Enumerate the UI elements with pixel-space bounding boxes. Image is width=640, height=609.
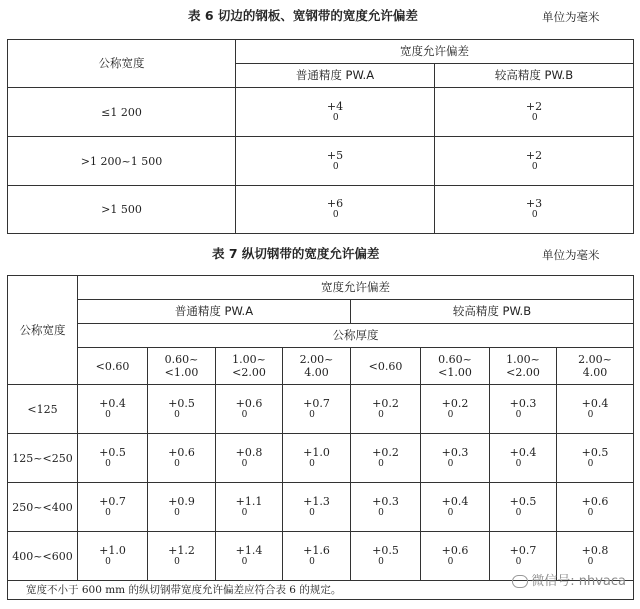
lower-deviation: 0 (531, 161, 538, 172)
lower-deviation: 0 (309, 458, 315, 469)
lower-deviation: 0 (309, 507, 315, 518)
table7-header-thickness: 公称厚度 (78, 324, 634, 348)
table6-header-pwb: 较高精度 PW.B (435, 64, 634, 88)
tolerance-cell (557, 385, 634, 434)
tolerance-cell (78, 532, 148, 581)
upper-deviation: +1.6 (303, 543, 330, 557)
tolerance-cell (283, 532, 351, 581)
table-row (8, 385, 634, 434)
table6-pwa-cell (236, 186, 435, 234)
upper-deviation: +0.8 (581, 543, 609, 557)
lower-deviation: 0 (587, 409, 594, 420)
upper-deviation: +0.5 (372, 543, 399, 557)
wechat-icon (512, 575, 528, 588)
table7-width-cell: <125 (8, 385, 78, 434)
lower-deviation: 0 (241, 507, 248, 518)
table7-header-tolerance: 宽度允许偏差 (78, 276, 634, 300)
tolerance-cell (557, 483, 634, 532)
lower-deviation: 0 (531, 210, 538, 220)
upper-deviation: +1.0 (303, 445, 330, 459)
upper-deviation: +0.3 (441, 445, 469, 459)
table7-width-cell: 250~<400 (8, 483, 78, 532)
thickness-range-line1: 0.60~ (438, 353, 472, 366)
upper-deviation: +4 (326, 99, 344, 113)
thickness-header-cell (557, 348, 634, 385)
lower-deviation: 0 (332, 210, 339, 220)
table6-pwb-cell (435, 137, 634, 186)
upper-deviation: +0.2 (372, 396, 399, 410)
upper-deviation: +0.7 (509, 543, 537, 557)
tolerance-cell (148, 385, 216, 434)
thickness-range-line1: 2.00~ (299, 353, 334, 366)
lower-deviation: 0 (174, 458, 180, 469)
lower-deviation: 0 (378, 556, 384, 567)
lower-deviation: 0 (105, 556, 111, 567)
upper-deviation: +0.6 (168, 445, 195, 459)
tolerance-cell (283, 483, 351, 532)
thickness-range-line2: <2.00 (232, 366, 266, 379)
table-row (8, 434, 634, 483)
thickness-range-line2: <1.00 (164, 366, 199, 379)
lower-deviation: 0 (378, 458, 384, 469)
table-row (8, 137, 634, 186)
lower-deviation: 0 (105, 458, 111, 469)
table6 (7, 39, 634, 234)
upper-deviation: +1.1 (235, 494, 263, 508)
upper-deviation: +0.5 (99, 445, 126, 459)
tolerance-cell (490, 483, 557, 532)
lower-deviation: 0 (515, 458, 522, 469)
upper-deviation: +5 (326, 148, 344, 162)
lower-deviation: 0 (105, 409, 111, 420)
tolerance-cell (351, 532, 421, 581)
upper-deviation: +0.8 (235, 445, 263, 459)
lower-deviation: 0 (378, 409, 384, 420)
tolerance-cell (421, 434, 490, 483)
table7 (7, 275, 634, 600)
upper-deviation: +0.9 (168, 494, 195, 508)
lower-deviation: 0 (447, 507, 454, 518)
thickness-header-cell (283, 348, 351, 385)
upper-deviation: +0.6 (581, 494, 609, 508)
tolerance-cell (490, 385, 557, 434)
table-row (8, 483, 634, 532)
watermark-text: 微信号: nhvaca (531, 574, 626, 589)
table7-width-cell: 125~<250 (8, 434, 78, 483)
upper-deviation: +0.6 (441, 543, 469, 557)
upper-deviation: +0.4 (581, 396, 609, 410)
table7-header-pwa: 普通精度 PW.A (78, 300, 351, 324)
table6-unit: 单位为毫米 (542, 10, 600, 24)
upper-deviation: +2 (525, 148, 543, 162)
table7-header-pwb: 较高精度 PW.B (351, 300, 634, 324)
lower-deviation: 0 (309, 409, 315, 420)
tolerance-cell (351, 483, 421, 532)
upper-deviation: +1.2 (168, 543, 195, 557)
tolerance-cell (421, 385, 490, 434)
lower-deviation: 0 (105, 507, 111, 518)
tolerance-cell (490, 434, 557, 483)
table6-width-cell: >1 500 (8, 186, 236, 234)
tolerance-cell (78, 434, 148, 483)
lower-deviation: 0 (515, 409, 522, 420)
tolerance-cell (78, 483, 148, 532)
upper-deviation: +2 (525, 99, 543, 113)
table6-header-pwa: 普通精度 PW.A (236, 64, 435, 88)
lower-deviation: 0 (587, 556, 594, 567)
tolerance-cell (283, 434, 351, 483)
lower-deviation: 0 (447, 556, 454, 567)
lower-deviation: 0 (332, 161, 339, 172)
thickness-range-line2: 4.00 (582, 366, 608, 379)
upper-deviation: +0.3 (372, 494, 399, 508)
lower-deviation: 0 (531, 112, 538, 123)
table6-header-nominal-width: 公称宽度 (8, 40, 236, 88)
upper-deviation: +0.5 (509, 494, 537, 508)
table6-width-cell: >1 200~1 500 (8, 137, 236, 186)
upper-deviation: +1.3 (303, 494, 330, 508)
thickness-header-cell (351, 348, 421, 385)
thickness-header-cell (78, 348, 148, 385)
upper-deviation: +3 (525, 197, 543, 210)
lower-deviation: 0 (174, 409, 180, 420)
table6-width-cell: ≤1 200 (8, 88, 236, 137)
upper-deviation: +0.5 (168, 396, 195, 410)
lower-deviation: 0 (515, 556, 522, 567)
thickness-range-line1: 1.00~ (232, 353, 266, 366)
tolerance-cell (283, 385, 351, 434)
lower-deviation: 0 (241, 458, 248, 469)
thickness-header-cell (421, 348, 490, 385)
thickness-range-line1: 0.60~ (164, 353, 199, 366)
tolerance-cell (148, 532, 216, 581)
upper-deviation: +0.2 (372, 445, 399, 459)
thickness-range-line1: 2.00~ (578, 353, 612, 366)
upper-deviation: +0.2 (441, 396, 469, 410)
thickness-range-line1: <0.60 (95, 359, 130, 373)
lower-deviation: 0 (515, 507, 522, 518)
tolerance-cell (216, 483, 283, 532)
thickness-header-cell (216, 348, 283, 385)
tolerance-cell (148, 483, 216, 532)
upper-deviation: +0.7 (303, 396, 330, 410)
thickness-range-line2: 4.00 (304, 366, 329, 379)
table7-footnote: 宽度不小于 600 mm 的纵切钢带宽度允许偏差应符合表 6 的规定。 (8, 581, 634, 600)
upper-deviation: +0.4 (99, 396, 126, 410)
table6-pwb-cell (435, 88, 634, 137)
lower-deviation: 0 (447, 458, 454, 469)
upper-deviation: +1.0 (99, 543, 126, 557)
tolerance-cell (148, 434, 216, 483)
tolerance-cell (351, 385, 421, 434)
watermark (512, 570, 626, 589)
thickness-range-line2: <1.00 (438, 366, 472, 379)
tolerance-cell (421, 483, 490, 532)
table6-pwa-cell (236, 137, 435, 186)
thickness-range-line1: <0.60 (368, 359, 403, 373)
upper-deviation: +0.5 (581, 445, 609, 459)
lower-deviation: 0 (587, 507, 594, 518)
upper-deviation: +0.4 (441, 494, 469, 508)
thickness-range-line1: 1.00~ (506, 353, 540, 366)
table7-caption: 表 7 纵切钢带的宽度允许偏差 (212, 246, 380, 261)
table7-header-nominal-width: 公称宽度 (8, 276, 78, 385)
table7-width-cell: 400~<600 (8, 532, 78, 581)
lower-deviation: 0 (309, 556, 315, 567)
table6-header-tolerance: 宽度允许偏差 (236, 40, 634, 64)
table6-pwb-cell (435, 186, 634, 234)
upper-deviation: +0.7 (99, 494, 126, 508)
lower-deviation: 0 (241, 556, 248, 567)
upper-deviation: +1.4 (235, 543, 263, 557)
lower-deviation: 0 (587, 458, 594, 469)
tolerance-cell (216, 434, 283, 483)
thickness-header-cell (148, 348, 216, 385)
tolerance-cell (216, 532, 283, 581)
table6-pwa-cell (236, 88, 435, 137)
lower-deviation: 0 (241, 409, 248, 420)
lower-deviation: 0 (447, 409, 454, 420)
upper-deviation: +0.6 (235, 396, 263, 410)
upper-deviation: +0.3 (509, 396, 537, 410)
table7-unit: 单位为毫米 (542, 248, 600, 262)
table-row (8, 186, 634, 234)
table6-caption: 表 6 切边的钢板、宽钢带的宽度允许偏差 (188, 8, 418, 23)
tolerance-cell (216, 385, 283, 434)
upper-deviation: +0.4 (509, 445, 537, 459)
lower-deviation: 0 (174, 556, 180, 567)
upper-deviation: +6 (326, 197, 344, 210)
tolerance-cell (78, 385, 148, 434)
lower-deviation: 0 (378, 507, 384, 518)
table-row (8, 88, 634, 137)
lower-deviation: 0 (332, 112, 339, 123)
thickness-header-cell (490, 348, 557, 385)
tolerance-cell (421, 532, 490, 581)
thickness-range-line2: <2.00 (506, 366, 540, 379)
lower-deviation: 0 (174, 507, 180, 518)
tolerance-cell (351, 434, 421, 483)
tolerance-cell (557, 434, 634, 483)
